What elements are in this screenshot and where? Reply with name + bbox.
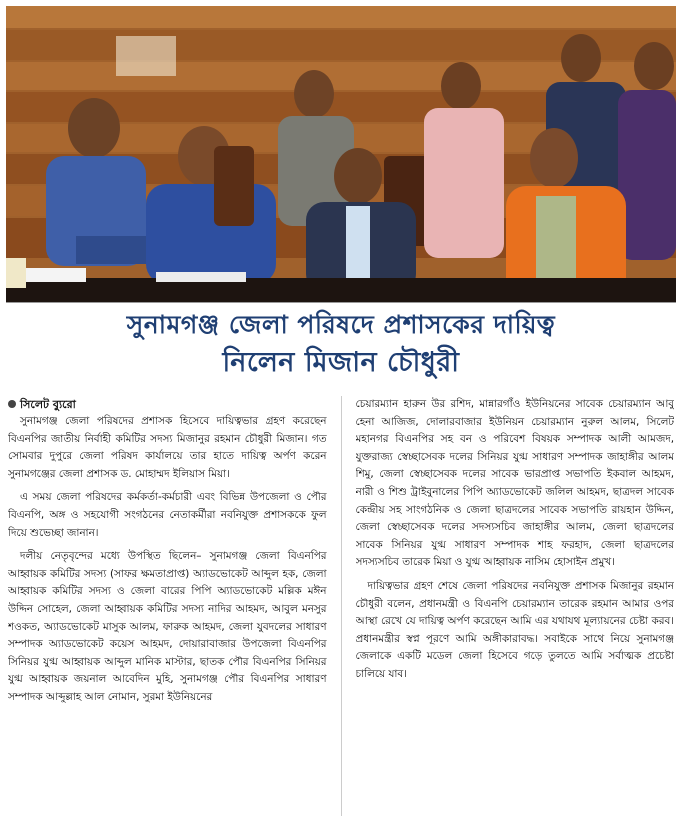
news-photo (6, 6, 676, 303)
paragraph: দলীয় নেতৃবৃন্দের মধ্যে উপস্থিত ছিলেন– সুনামগঞ্জ জেলা বিএনপির আহ্বায়ক কমিটির সদস্য (সাফর ক্ষমতাপ্রাপ্ত) অ্যাডভোকেট আব্দুল হক, জেলা আহ্বায়ক কমিটির সদস্য ও জেলা বারের পিপি অ্যাডভোকেট মল্লিক মঈন উদ্দিন সোহেল, জেলা আহ্বায়ক কমিটির সদস্য নাদির আহমদ, আবুল মনসুর শওকত, অ্যাডভোকেট মাসুক আলম, ফারুক আহমদ, জেলা যুবদলের সাধারণ সম্পাদক অ্যাডভোকেট কয়েস আহমদ, দোয়ারাবাজার উপজেলা বিএনপির সিনিয়র যুগ্ম আহ্বায়ক আব্দুল মানিক মাস্টার, ছাতক পৌর বিএনপির সিনিয়র যুগ্ম আহ্বায়ক জয়নাল আবেদিন মুহি, সুনামগঞ্জ পৌর বিএনপির সাধারণ সম্পাদক আব্দুল্লাহ আল নোমান, সুরমা ইউনিয়নের (8, 550, 327, 703)
headline (0, 306, 682, 382)
photo-illustration (6, 6, 676, 302)
article-body (8, 396, 674, 816)
paragraph: সুনামগঞ্জ জেলা পরিষদের প্রশাসক হিসেবে দায়িত্বভার গ্রহণ করেছেন বিএনপির জাতীয় নির্বাহী কমিটির সদস্য মিজানুর রহমান চৌধুরী মিজান। গত সোমবার দুপুরে জেলা পরিষদ কার্যালয়ে তার হাতে দায়িত্ব অর্পণ করেন সুনামগঞ্জের জেলা প্রশাসক ড. মোহাম্মদ ইলিয়াস মিয়া। (8, 415, 327, 480)
paragraph: এ সময় জেলা পরিষদের কর্মকর্তা-কর্মচারী এবং বিভিন্ন উপজেলা ও পৌর বিএনপি, অঙ্গ ও সহযোগী সংগঠনের নেতাকর্মীরা নবনিযুক্ত প্রশাসককে ফুল দিয়ে শুভেচ্ছা জানান। (8, 491, 327, 539)
headline-line-1: সুনামগঞ্জ জেলা পরিষদে প্রশাসকের দায়িত্ব (126, 310, 556, 339)
byline-text: সিলেট ব্যুরো (20, 398, 76, 411)
column-divider (341, 396, 342, 816)
paragraph: চেয়ারম্যান হারুন উর রশিদ, মান্নারগাঁও ইউনিয়নের সাবেক চেয়ারম্যান আবু হেনা আজিজ, দোলারবাজার ইউনিয়ন চেয়ারম্যান নুরুল আলম, সিলেট মহানগর বিএনপির সহ বন ও পরিবেশ বিষয়ক সম্পাদক আলী আমজদ, যুক্তরাজ্য স্বেচ্ছাসেবক দলের সিনিয়র যুগ্ম সাধারণ সম্পাদক জাহাঙ্গীর আলম শিমু, জেলা স্বেচ্ছাসেবক দলের সাবেক ভারপ্রাপ্ত সভাপতি ইকবাল আহমদ, নারী ও শিশু ট্রাইবুনালের পিপি অ্যাডভোকেট জলিল আহমদ, ছাত্রদল সাবেক কেন্দ্রীয় সহ সাংগঠনিক ও জেলা ছাত্রদলের সাবেক সভাপতি রায়হান উদ্দিন, জেলা স্বেচ্ছাসেবক দলের সদস্যসচিব জাহাঙ্গীর আলম, জেলা ছাত্রদলের সাবেক সিনিয়র যুগ্ম সাধারণ সম্পাদক শাহ ফরহাদ, জেলা ছাত্রদলের সদস্যসচিব তারেক মিয়া ও যুগ্ম আহ্বায়ক নাসিম হোসাইন প্রমুখ। (355, 398, 674, 569)
paragraph: দায়িত্বভার গ্রহণ শেষে জেলা পরিষদের নবনিযুক্ত প্রশাসক মিজানুর রহমান চৌধুরী বলেন, প্রধানমন্ত্রী ও বিএনপি চেয়ারম্যান তারেক রহমান আমার ওপর আস্থা রেখে যে দায়িত্ব অর্পণ করেছেন আমি এর যথাযথ মূল্যায়নের চেষ্টা করব। প্রধানমন্ত্রীর স্বপ্ন পূরণে আমি অঙ্গীকারাবদ্ধ। সবাইকে সাথে নিয়ে সুনামগঞ্জ জেলাকে একটি মডেল জেলা হিসেবে গড়ে তুলতে আমি সর্বাত্মক প্রচেষ্টা চালিয়ে যাব। (355, 579, 674, 680)
left-column (8, 396, 327, 816)
headline-line-2: নিলেন মিজান চৌধুরী (222, 347, 460, 378)
right-column (356, 396, 675, 816)
byline (8, 396, 327, 413)
bullet-icon (8, 400, 16, 408)
